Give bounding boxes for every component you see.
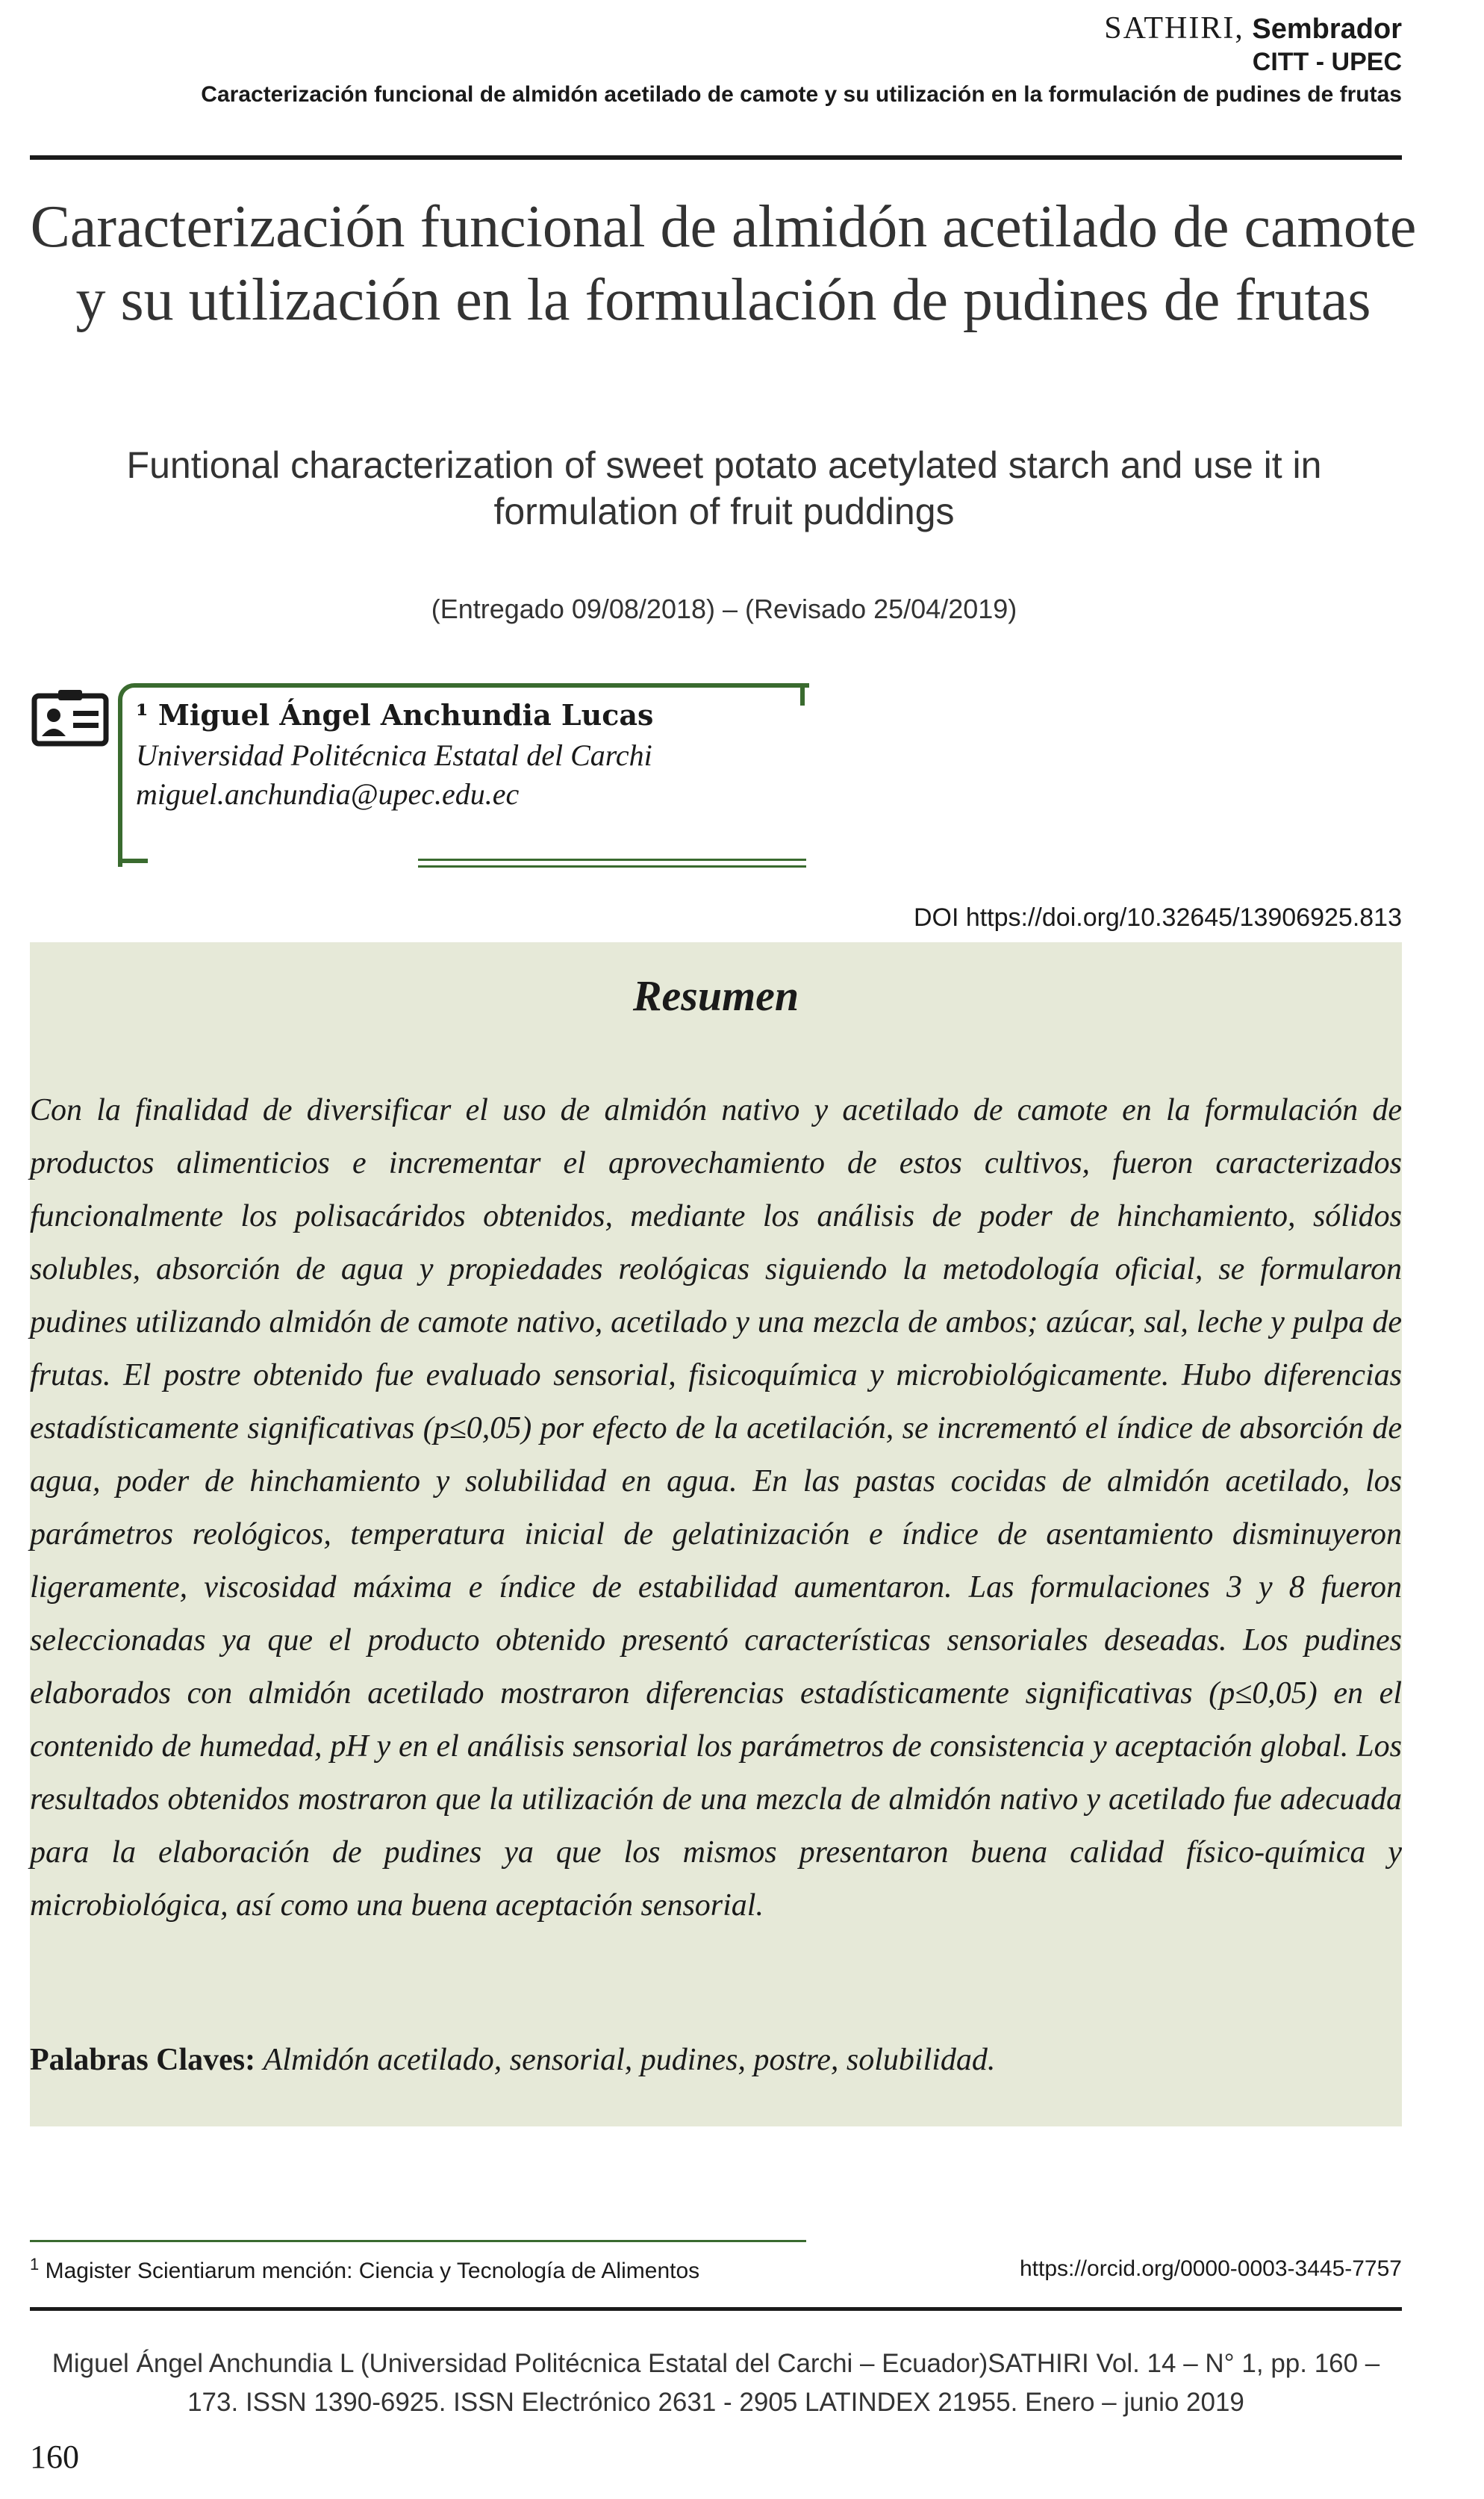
running-title: Caracterización funcional de almidón acetilado de camote y su utilización en la formulación de pudines de frutas [201,82,1402,107]
citation: Miguel Ángel Anchundia L (Universidad Politécnica Estatal del Carchi – Ecuador)SATHIRI Vol. 14 – N° 1, pp. 160 – 173. ISSN 1390-6925. ISSN Electrónico 2631 - 2905 LATINDEX 21955. Enero – junio 2019 [52,2349,1380,2417]
author-frame-bottom [118,859,148,863]
keywords [30,2042,1402,2078]
id-card-icon [31,688,109,747]
article-title-en: Funtional characterization of sweet potato acetylated starch and use it in formulation of fruit puddings [126,444,1322,532]
keywords-list: Almidón acetilado, sensorial, pudines, postre, solubilidad. [263,2043,996,2077]
author-frame-lines [418,859,806,872]
citation-divider [30,2307,1402,2311]
submission-dates: (Entregado 09/08/2018) – (Revisado 25/04/2019) [431,594,1017,624]
author-email[interactable]: miguel.anchundia@upec.edu.ec [136,777,520,811]
footnote-divider [30,2240,806,2242]
journal-suffix: Sembrador [1252,13,1402,45]
footnote-text: Magister Scientiarum mención: Ciencia y Tecnología de Alimentos [45,2259,700,2283]
orcid-link[interactable]: https://orcid.org/0000-0003-3445-7757 [1019,2256,1402,2281]
footnote-mark: 1 [30,2255,40,2274]
page-number: 160 [30,2439,79,2475]
author-affiliation: Universidad Politécnica Estatal del Carchi [136,738,652,772]
journal-org: CITT - UPEC [1252,48,1402,76]
author-name: ¹ Miguel Ángel Anchundia Lucas [136,698,654,732]
abstract-heading: Resumen [632,971,799,1020]
doi-link[interactable]: DOI https://doi.org/10.32645/13906925.813 [913,903,1402,932]
footnote [30,2255,699,2284]
abstract-body: Con la finalidad de diversificar el uso de almidón nativo y acetilado de camote en la formulación de productos alimenticios e incrementar el aprovechamiento de estos cultivos, fueron caracterizados funcionalmente los polisacáridos obtenidos, mediante los análisis de poder de hinchamiento, sólidos solubles, absorción de agua y propiedades reológicas siguiendo la metodología oficial, se formularon pudines utilizando almidón de camote nativo, acetilado y una mezcla de ambos; azúcar, sal, leche y pulpa de frutas. El postre obtenido fue evaluado sensorial, fisicoquímica y microbiológicamente. Hubo diferencias estadísticamente significativas (p≤0,05) por efecto de la acetilación, se incrementó el índice de absorción de agua, poder de hinchamiento y solubilidad en agua. En las pastas cocidas de almidón acetilado, los parámetros reológicos, temperatura inicial de gelatinización e índice de asentamiento disminuyeron ligeramente, viscosidad máxima e índice de estabilidad aumentaron. Las formulaciones 3 y 8 fueron seleccionadas ya que el producto obtenido presentó características sensoriales deseadas. Los pudines elaborados con almidón acetilado mostraron diferencias estadísticamente significativas (p≤0,05) en el contenido de humedad, pH y en el análisis sensorial los parámetros de consistencia y aceptación global. Los resultados obtenidos mostraron que la utilización de una mezcla de almidón nativo y acetilado fue adecuada para la elaboración de pudines ya que los mismos presentaron buena calidad físico-química y microbiológica, así como una buena aceptación sensorial. [30,1093,1402,1923]
journal-logo-text: SATHIRI, [1104,11,1244,46]
header-divider [30,155,1402,160]
keywords-label: Palabras Claves: [30,2043,256,2077]
article-title-es: Caracterización funcional de almidón acetilado de camote y su utilización en la formulación de pudines de frutas [30,194,1417,333]
journal-name [1104,10,1402,46]
author-frame-corner [800,683,805,706]
